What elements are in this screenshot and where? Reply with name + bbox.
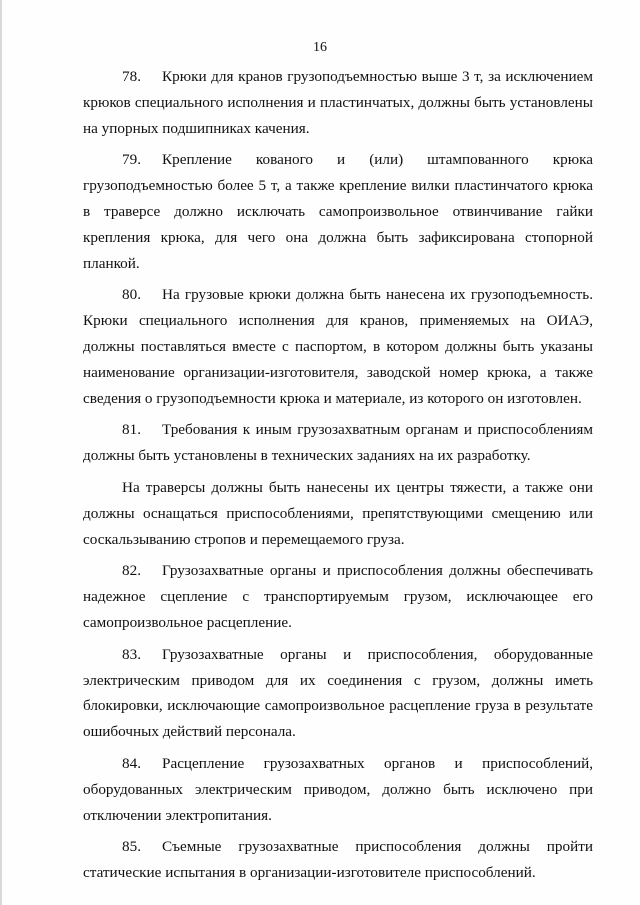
paragraph-82	[83, 558, 593, 635]
paragraph-81-continued	[83, 475, 593, 552]
paragraph-80	[83, 282, 593, 411]
paragraph-78	[83, 64, 593, 141]
scan-edge	[0, 0, 2, 905]
paragraph-text: Крепление кованого и (или) штампованного крюка грузоподъемностью более 5 т, а также крепление вилки пластинчатого крюка в траверсе должно исключать самопроизвольное отвинчивание гайки крепления крюка, для чего она должна быть зафиксирована стопорной планкой.	[83, 151, 593, 272]
paragraph-81	[83, 417, 593, 469]
paragraph-text: На траверсы должны быть нанесены их центры тяжести, а также они должны оснащаться приспособлениями, препятствующими смещению или соскальзыванию стропов и перемещаемого груза.	[83, 478, 593, 548]
paragraph-85	[83, 834, 593, 886]
paragraph-number: 80.	[122, 286, 141, 304]
paragraph-text: Грузозахватные органы и приспособления должны обеспечивать надежное сцепление с транспортируемым грузом, исключающее его самопроизвольное расцепление.	[83, 562, 593, 631]
paragraph-83	[83, 642, 593, 745]
page-number: 16	[313, 40, 327, 55]
paragraph-number: 84.	[122, 754, 141, 772]
paragraph-79	[83, 147, 593, 276]
paragraph-number: 79.	[122, 151, 141, 169]
paragraph-number: 78.	[122, 68, 141, 85]
paragraph-text: Требования к иным грузозахватным органам и приспособлениям должны быть установлены в технических заданиях на их разработку.	[83, 421, 593, 465]
paragraph-text: Грузозахватные органы и приспособления, оборудованные электрическим приводом для их соединения с грузом, должны иметь блокировки, исключающие самопроизвольное расцепление груза в результате ошибочных действий персонала.	[83, 645, 593, 741]
paragraph-84	[83, 751, 593, 828]
paragraph-text: Крюки для кранов грузоподъемностью выше 3 т, за исключением крюков специального исполнения и пластинчатых, должны быть установлены на упорных подшипниках качения.	[83, 68, 593, 137]
paragraph-text: На грузовые крюки должна быть нанесена их грузоподъемность. Крюки специального исполнения для кранов, применяемых на ОИАЭ, должны поставляться вместе с паспортом, в котором должны быть указаны наименование организации-изготовителя, заводской номер крюка, а также сведения о грузоподъемности крюка и материале, из которого он изготовлен.	[83, 286, 593, 407]
paragraph-number: 85.	[122, 838, 141, 856]
paragraph-text: Съемные грузозахватные приспособления должны пройти статические испытания в организации-изготовителе приспособлений.	[83, 838, 593, 882]
paragraph-text: Расцепление грузозахватных органов и приспособлений, оборудованных электрическим приводом, должно быть исключено при отключении электропитания.	[83, 754, 593, 824]
document-body	[83, 64, 593, 892]
paragraph-number: 83.	[122, 645, 141, 663]
paragraph-number: 82.	[122, 562, 141, 580]
paragraph-number: 81.	[122, 421, 141, 439]
